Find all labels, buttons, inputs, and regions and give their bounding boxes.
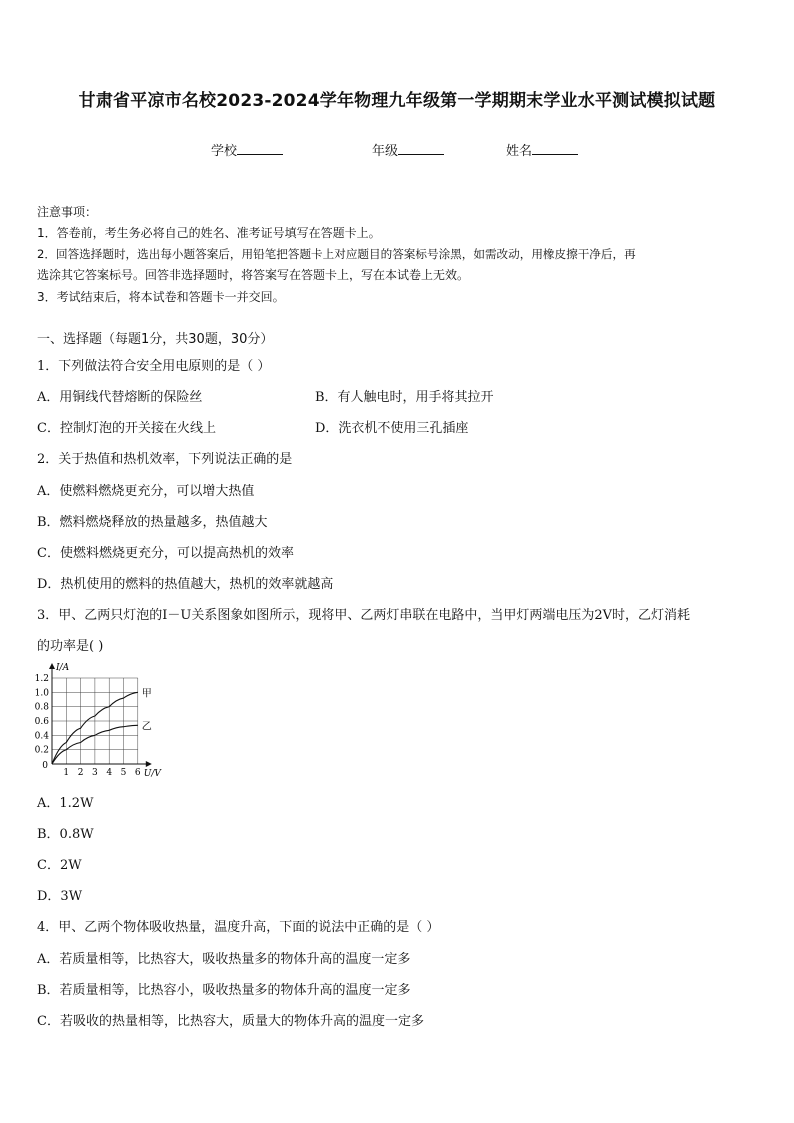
x-tick-label: 1 <box>63 768 70 778</box>
name-label: 姓名 <box>506 144 533 159</box>
x-axis-arrow <box>146 761 152 767</box>
option-d: D．洗衣机不使用三孔插座 <box>315 421 469 436</box>
y-tick-label: 1.2 <box>34 674 49 684</box>
notice-line: 1．答卷前，考生务必将自己的姓名、准考证号填写在答题卡上。 <box>37 226 381 240</box>
y-axis-arrow <box>49 663 55 669</box>
option-a: A．使燃料燃烧更充分，可以增大热值 <box>37 484 255 499</box>
y-tick-label: 1.0 <box>34 688 49 699</box>
y-axis-label: I/A <box>56 663 70 673</box>
option-c: C．使燃料燃烧更充分，可以提高热机的效率 <box>37 546 294 561</box>
school-label: 学校 <box>211 144 238 159</box>
x-tick-label: 5 <box>120 768 127 778</box>
y-tick-label: 0.2 <box>34 745 49 756</box>
chart-grid <box>52 678 138 764</box>
x-tick-label: 3 <box>92 768 98 778</box>
x-tick-label: 2 <box>77 768 84 778</box>
y-tick-label: 0.8 <box>34 702 49 713</box>
school-field <box>211 140 283 159</box>
option-d: D．热机使用的燃料的热值越大，热机的效率就越高 <box>37 577 334 592</box>
notice-line: 3．考试结束后，将本试卷和答题卡一并交回。 <box>37 290 285 304</box>
option-c: C．控制灯泡的开关接在火线上 <box>37 421 216 436</box>
option-c: C．2W <box>37 858 82 873</box>
question-stem: 3．甲、乙两只灯泡的I－U关系图象如图所示，现将甲、乙两灯串联在电路中，当甲灯两端电压为2V时，乙灯消耗 <box>37 608 691 623</box>
option-a: A．若质量相等，比热容大，吸收热量多的物体升高的温度一定多 <box>37 952 411 967</box>
notice-line: 2．回答选择题时，选出每小题答案后，用铅笔把答题卡上对应题目的答案标号涂黑，如需改动，用橡皮擦干净后，再 <box>37 247 636 261</box>
option-b: B．0.8W <box>37 827 94 842</box>
y-tick-label: 0.4 <box>34 731 49 742</box>
option-b: B．燃料燃烧释放的热量越多，热值越大 <box>37 515 268 530</box>
series-label: 甲 <box>141 688 152 700</box>
name-field <box>506 140 578 159</box>
x-axis-label: U/V <box>143 769 161 779</box>
question-stem: 1．下列做法符合安全用电原则的是（ ） <box>37 359 271 374</box>
question-stem: 4．甲、乙两个物体吸收热量，温度升高，下面的说法中正确的是（ ） <box>37 920 440 935</box>
option-d: D．3W <box>37 889 83 904</box>
grade-label: 年级 <box>372 144 399 159</box>
name-blank <box>532 142 578 155</box>
notice-heading: 注意事项： <box>37 205 98 219</box>
chart-axes <box>49 663 152 767</box>
question-stem: 2．关于热值和热机效率，下列说法正确的是 <box>37 452 293 467</box>
section-heading: 一、选择题（每题1分，共30题，30分） <box>37 332 274 347</box>
series-label: 乙 <box>141 721 152 733</box>
option-c: C．若吸收的热量相等，比热容大，质量大的物体升高的温度一定多 <box>37 1014 424 1029</box>
option-b: B．若质量相等，比热容小，吸收热量多的物体升高的温度一定多 <box>37 983 411 998</box>
option-a: A．用铜线代替熔断的保险丝 <box>37 390 203 405</box>
school-blank <box>237 142 283 155</box>
notice-line: 选涂其它答案标号。回答非选择题时，将答案写在答题卡上，写在本试卷上无效。 <box>37 268 470 282</box>
origin-label: 0 <box>42 761 48 771</box>
iu-chart <box>34 660 174 780</box>
y-tick-label: 0.6 <box>34 717 49 727</box>
grade-blank <box>398 142 444 155</box>
option-b: B．有人触电时，用手将其拉开 <box>315 390 494 405</box>
x-tick-label: 4 <box>106 768 113 778</box>
page-title: 甘肃省平凉市名校2023-2024学年物理九年级第一学期期末学业水平测试模拟试题 <box>78 91 716 111</box>
grade-field <box>372 140 444 159</box>
question-stem-cont: 的功率是( ) <box>37 639 104 654</box>
x-tick-label: 6 <box>134 768 141 778</box>
option-a: A．1.2W <box>37 796 94 811</box>
